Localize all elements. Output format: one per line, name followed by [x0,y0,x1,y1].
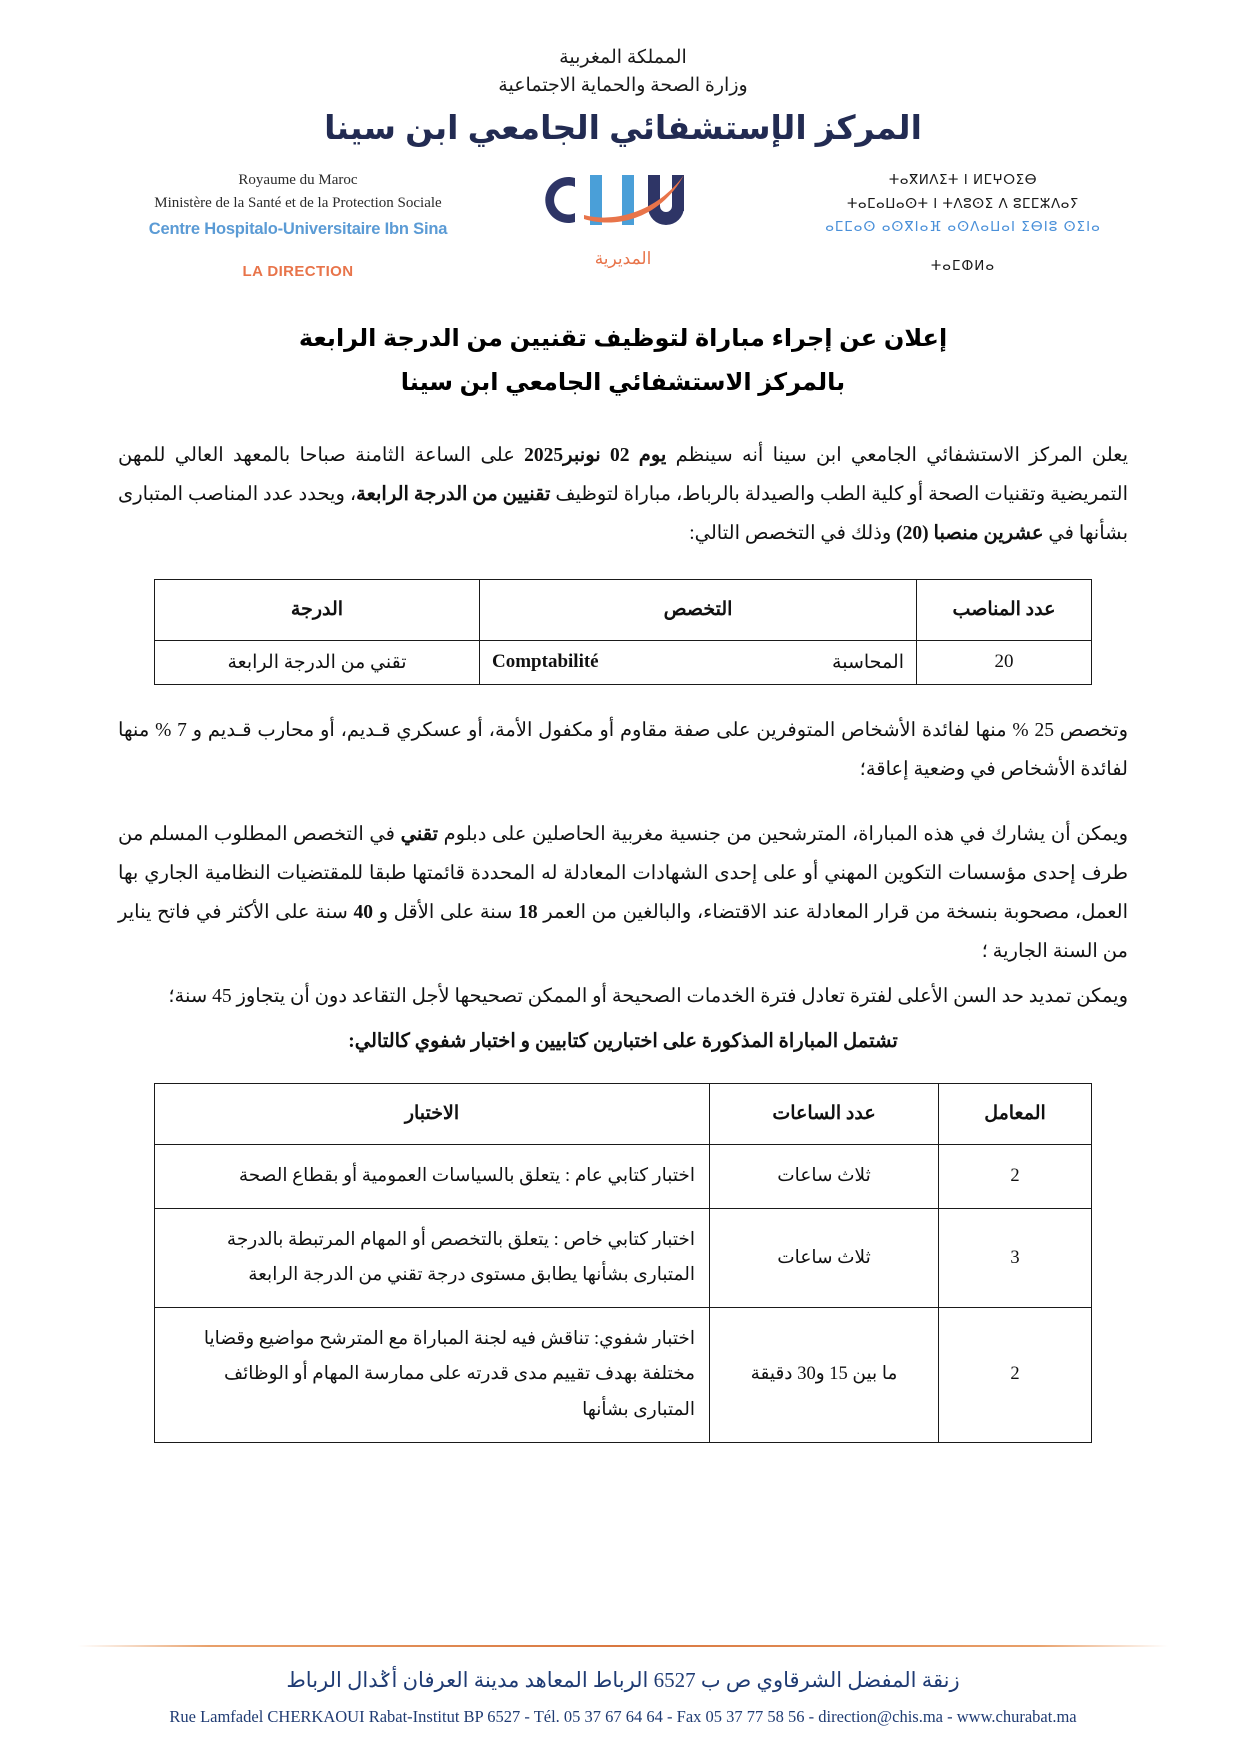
brand-french-block [118,169,478,280]
specialty-table [154,579,1092,685]
footer-address-french: Rue Lamfadel CHERKAOUI Rabat-Institut BP 6527 - Tél. 05 37 67 64 64 - Fax 05 37 77 58 56 - direction@chis.ma - www.churabat.ma [169,1707,1077,1726]
p1-grade: تقنيين من الدرجة الرابعة [356,483,551,505]
p3-diploma: تقني [400,823,439,845]
header-ministry-arabic: وزارة الصحة والحماية الاجتماعية [498,74,748,96]
paragraph-eligibility [118,815,1128,971]
footer-divider [78,1645,1168,1647]
header-kingdom-tifinagh: ⵜⴰⴳⵍⴷⵉⵜ ⵏ ⵍⵎⵖⵔⵉⴱ [888,172,1038,189]
th-test: الاختبار [155,1083,710,1144]
header-direction-tifinagh: ⵜⴰⵎⵀⵍⴰ [930,257,996,274]
chu-logo-icon [518,161,728,239]
document-header [118,0,1128,147]
header-center-french: Centre Hospitalo-Universitaire Ibn Sina [148,220,448,239]
p1-date: يوم 02 نونبر2025 [524,444,667,466]
p3-e: سنة على الأقل و [372,901,519,923]
td-hours: ثلاث ساعات [710,1144,939,1208]
header-center-tifinagh: ⴰⵎⵎⴰⵙ ⴰⵙⴳⵏⴰⴼ ⴰⵙⴷⴰⵡⴰⵏ ⵉⴱⵏⵓ ⵙⵉⵏⴰ [825,219,1101,236]
p1-a: يعلن المركز الاستشفائي الجامعي ابن سينا أنه سينظم [666,444,1129,466]
td-coefficient: 2 [939,1144,1092,1208]
th-coefficient: المعامل [939,1083,1092,1144]
th-grade: الدرجة [155,579,480,640]
header-ministry-tifinagh: ⵜⴰⵎⴰⵡⴰⵙⵜ ⵏ ⵜⴷⵓⵙⵉ ⴷ ⵓⵎⵎⵣⴷⴰⵢ [847,195,1079,212]
document-footer [0,1645,1246,1727]
brand-tifinagh-block [798,169,1128,274]
td-test: اختبار كتابي خاص : يتعلق بالتخصص أو المهام المرتبطة بالدرجة المتبارى بشأنها يطابق مستوى درجة تقني من الدرجة الرابعة [155,1209,710,1308]
table-header-row [155,579,1092,640]
p1-posts: عشرين منصبا (20) [896,522,1044,544]
brand-row [118,161,1128,281]
header-kingdom-arabic: المملكة المغربية [559,47,687,68]
th-posts: عدد المناصب [917,579,1092,640]
td-specialty-arabic: المحاسبة [832,651,904,673]
p1-g: وذلك في التخصص التالي: [689,522,897,544]
brand-logo-block [493,161,753,269]
page-title-line1: إعلان عن إجراء مباراة لتوظيف تقنيين من الدرجة الرابعة [298,325,948,353]
td-coefficient: 2 [939,1308,1092,1442]
page-title-line2: بالمركز الاستشفائي الجامعي ابن سينا [400,369,846,397]
td-test: اختبار كتابي عام : يتعلق بالسياسات العمومية أو بقطاع الصحة [155,1144,710,1208]
document-body [118,436,1128,1443]
paragraph-tests-intro: تشتمل المباراة المذكورة على اختبارين كتابيين و اختبار شفوي كالتالي: [348,1030,898,1052]
td-grade: تقني من الدرجة الرابعة [155,640,480,684]
header-ministry-french: Ministère de la Santé et de la Protection Sociale [154,194,442,211]
td-specialty [480,640,917,684]
p3-c: في التخصص المطلوب المسلم من طرف إحدى مؤسسات التكوين المهني أو على إحدى الشهادات المعادلة له المحددة قائمتها طبقا للمقتضيات النظامية الجاري بها العمل، مصحوبة بنسخة من قرار المعادلة عند الاقتضاء، والبالغين من العمر [118,823,1129,923]
p1-e: ، ويحدد عدد المناصب المتبارى بشأنها في [118,483,1128,544]
td-coefficient: 3 [939,1209,1092,1308]
header-direction-label: LA DIRECTION [242,263,354,281]
header-kingdom-french: Royaume du Maroc [238,172,358,189]
p3-a: ويمكن أن يشارك في هذه المباراة، المترشحين من جنسية مغربية الحاصلين على دبلوم [438,823,1128,845]
td-hours: ثلاث ساعات [710,1209,939,1308]
td-specialty-french: Comptabilité [492,651,599,673]
table-row [155,1308,1092,1442]
footer-address-arabic: زنقة المفضل الشرقاوي ص ب 6527 الرباط المعاهد مدينة العرفان أݣدال الرباط [286,1668,960,1693]
table-row [155,1209,1092,1308]
table-header-row [155,1083,1092,1144]
table-row [155,640,1092,684]
th-specialty: التخصص [480,579,917,640]
td-posts: 20 [917,640,1092,684]
tests-table [154,1083,1092,1443]
paragraph-announcement [118,436,1128,553]
table-row [155,1144,1092,1208]
td-test: اختبار شفوي: تناقش فيه لجنة المباراة مع المترشح مواضيع وقضايا مختلفة بهدف تقييم مدى قدرته على ممارسة المهام أو الوظائف المتبارى بشأنها [155,1308,710,1442]
p3-age-min: 18 [518,901,538,923]
chu-logo [518,161,728,239]
p3-g: سنة على الأكثر في فاتح يناير من السنة الجارية ؛ [118,901,1128,962]
paragraph-quotas: وتخصص 25 % منها لفائدة الأشخاص المتوفرين على صفة مقاوم أو مكفول الأمة، أو عسكري قـديم، أو محارب قـديم و 7 % منها لفائدة الأشخاص في وضعية إعاقة؛ [118,719,1128,780]
header-center-arabic: المركز الإستشفائي الجامعي ابن سينا [324,109,922,147]
th-hours: عدد الساعات [710,1083,939,1144]
page-title [118,317,1128,406]
p1-c: على الساعة الثامنة صباحا بالمعهد العالي للمهن التمريضية وتقنيات الصحة أو كلية الطب والصيدلة بالرباط، مباراة لتوظيف [118,444,1128,505]
paragraph-age-extension: ويمكن تمديد حد السن الأعلى لفترة تعادل فترة الخدمات الصحيحة أو الممكن تصحيحها لأجل التقاعد دون أن يتجاوز 45 سنة؛ [168,985,1128,1007]
p3-age-max: 40 [353,901,373,923]
td-hours: ما بين 15 و30 دقيقة [710,1308,939,1442]
logo-caption-arabic: المديرية [594,249,652,269]
